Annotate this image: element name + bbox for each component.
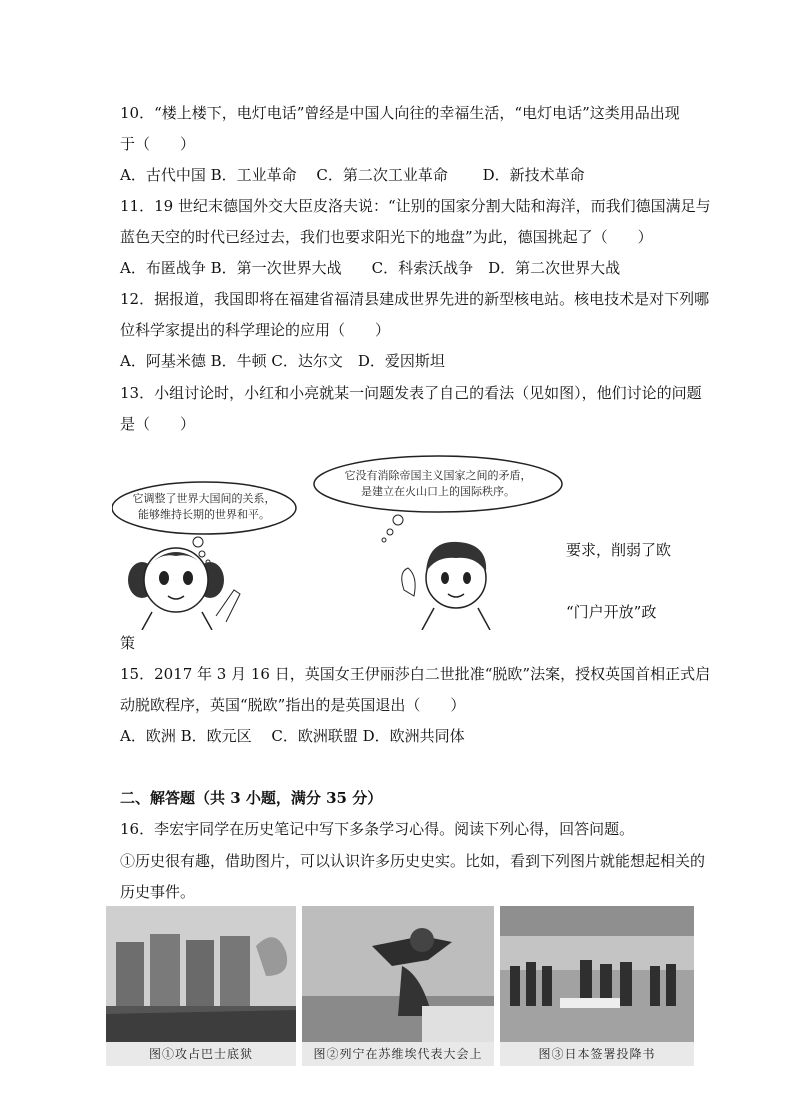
caption-1: 图①攻占巴士底狱 bbox=[106, 1042, 296, 1066]
right-bubble-text-1: 它没有消除帝国主义国家之间的矛盾， bbox=[344, 469, 532, 482]
left-bubble-text-1: 它调整了世界大国间的关系， bbox=[132, 492, 276, 505]
right-thought-bubble bbox=[314, 456, 562, 512]
q11-options: A．布匿战争 B．第一次世界大战 C．科索沃战争 D．第二次世界大战 bbox=[120, 259, 621, 277]
photo-lenin bbox=[302, 906, 494, 1066]
q11-line2: 蓝色天空的时代已经过去，我们也要求阳光下的地盘”为此，德国挑起了（ ） bbox=[120, 228, 653, 246]
q15-line1: 15．2017 年 3 月 16 日，英国女王伊丽莎白二世批准“脱欧”法案，授权英国首相正式启 bbox=[120, 665, 711, 683]
q10-options: A．古代中国 B．工业革命 C．第二次工业革命 D．新技术革命 bbox=[120, 166, 585, 184]
partial-text-2: “门户开放”政 bbox=[566, 603, 657, 621]
historical-photos bbox=[106, 906, 694, 1066]
left-bubble-text-2: 能够维持长期的世界和平。 bbox=[138, 508, 270, 521]
boy-figure bbox=[402, 542, 490, 630]
right-bubble-dot-2 bbox=[387, 529, 393, 535]
partial-text-3: 策 bbox=[120, 634, 136, 652]
q10-line2: 于（ ） bbox=[120, 135, 196, 153]
right-bubble-dot-3 bbox=[382, 538, 386, 542]
photo-surrender bbox=[500, 906, 694, 1066]
q12-line1: 12．据报道，我国即将在福建省福清县建成世界先进的新型核电站。核电技术是对下列哪 bbox=[120, 290, 710, 308]
discussion-cartoon bbox=[112, 440, 564, 630]
q12-line2: 位科学家提出的科学理论的应用（ ） bbox=[120, 321, 391, 339]
right-bubble-text-2: 是建立在火山口上的国际秩序。 bbox=[361, 485, 515, 498]
section-heading: 二、解答题（共 3 小题，满分 35 分） bbox=[120, 789, 383, 807]
caption-2: 图②列宁在苏维埃代表大会上 bbox=[302, 1042, 494, 1066]
surrender-image bbox=[500, 906, 694, 1042]
partial-text-1: 要求，削弱了欧 bbox=[566, 541, 672, 559]
left-bubble-dot-2 bbox=[199, 551, 205, 557]
q16-line1: 16．李宏宇同学在历史笔记中写下多条学习心得。阅读下列心得，回答问题。 bbox=[120, 820, 635, 838]
bastille-image bbox=[106, 906, 296, 1042]
left-bubble-dot-1 bbox=[193, 537, 203, 547]
photo-bastille bbox=[106, 906, 296, 1066]
q10-line1: 10．“楼上楼下，电灯电话”曾经是中国人向往的幸福生活，“电灯电话”这类用品出现 bbox=[120, 104, 680, 122]
q16-line2: ①历史很有趣，借助图片，可以认识许多历史史实。比如，看到下列图片就能想起相关的 bbox=[120, 852, 706, 870]
q16-line3: 历史事件。 bbox=[120, 883, 196, 901]
cartoon-drawing bbox=[112, 440, 564, 630]
right-bubble-dot-1 bbox=[393, 515, 403, 525]
q11-line1: 11．19 世纪末德国外交大臣皮洛夫说：“让别的国家分割大陆和海洋，而我们德国满足与 bbox=[120, 197, 711, 215]
lenin-image bbox=[302, 906, 494, 1042]
girl-figure bbox=[128, 548, 240, 630]
caption-3: 图③日本签署投降书 bbox=[500, 1042, 694, 1066]
q13-line2: 是（ ） bbox=[120, 415, 196, 433]
q13-line1: 13．小组讨论时，小红和小亮就某一问题发表了自己的看法（见如图），他们讨论的问题 bbox=[120, 384, 702, 402]
q15-line2: 动脱欧程序，英国“脱欧”指出的是英国退出（ ） bbox=[120, 696, 466, 714]
q12-options: A．阿基米德 B．牛顿 C．达尔文 D．爱因斯坦 bbox=[120, 352, 445, 370]
q15-options: A．欧洲 B．欧元区 C．欧洲联盟 D．欧洲共同体 bbox=[120, 727, 465, 745]
